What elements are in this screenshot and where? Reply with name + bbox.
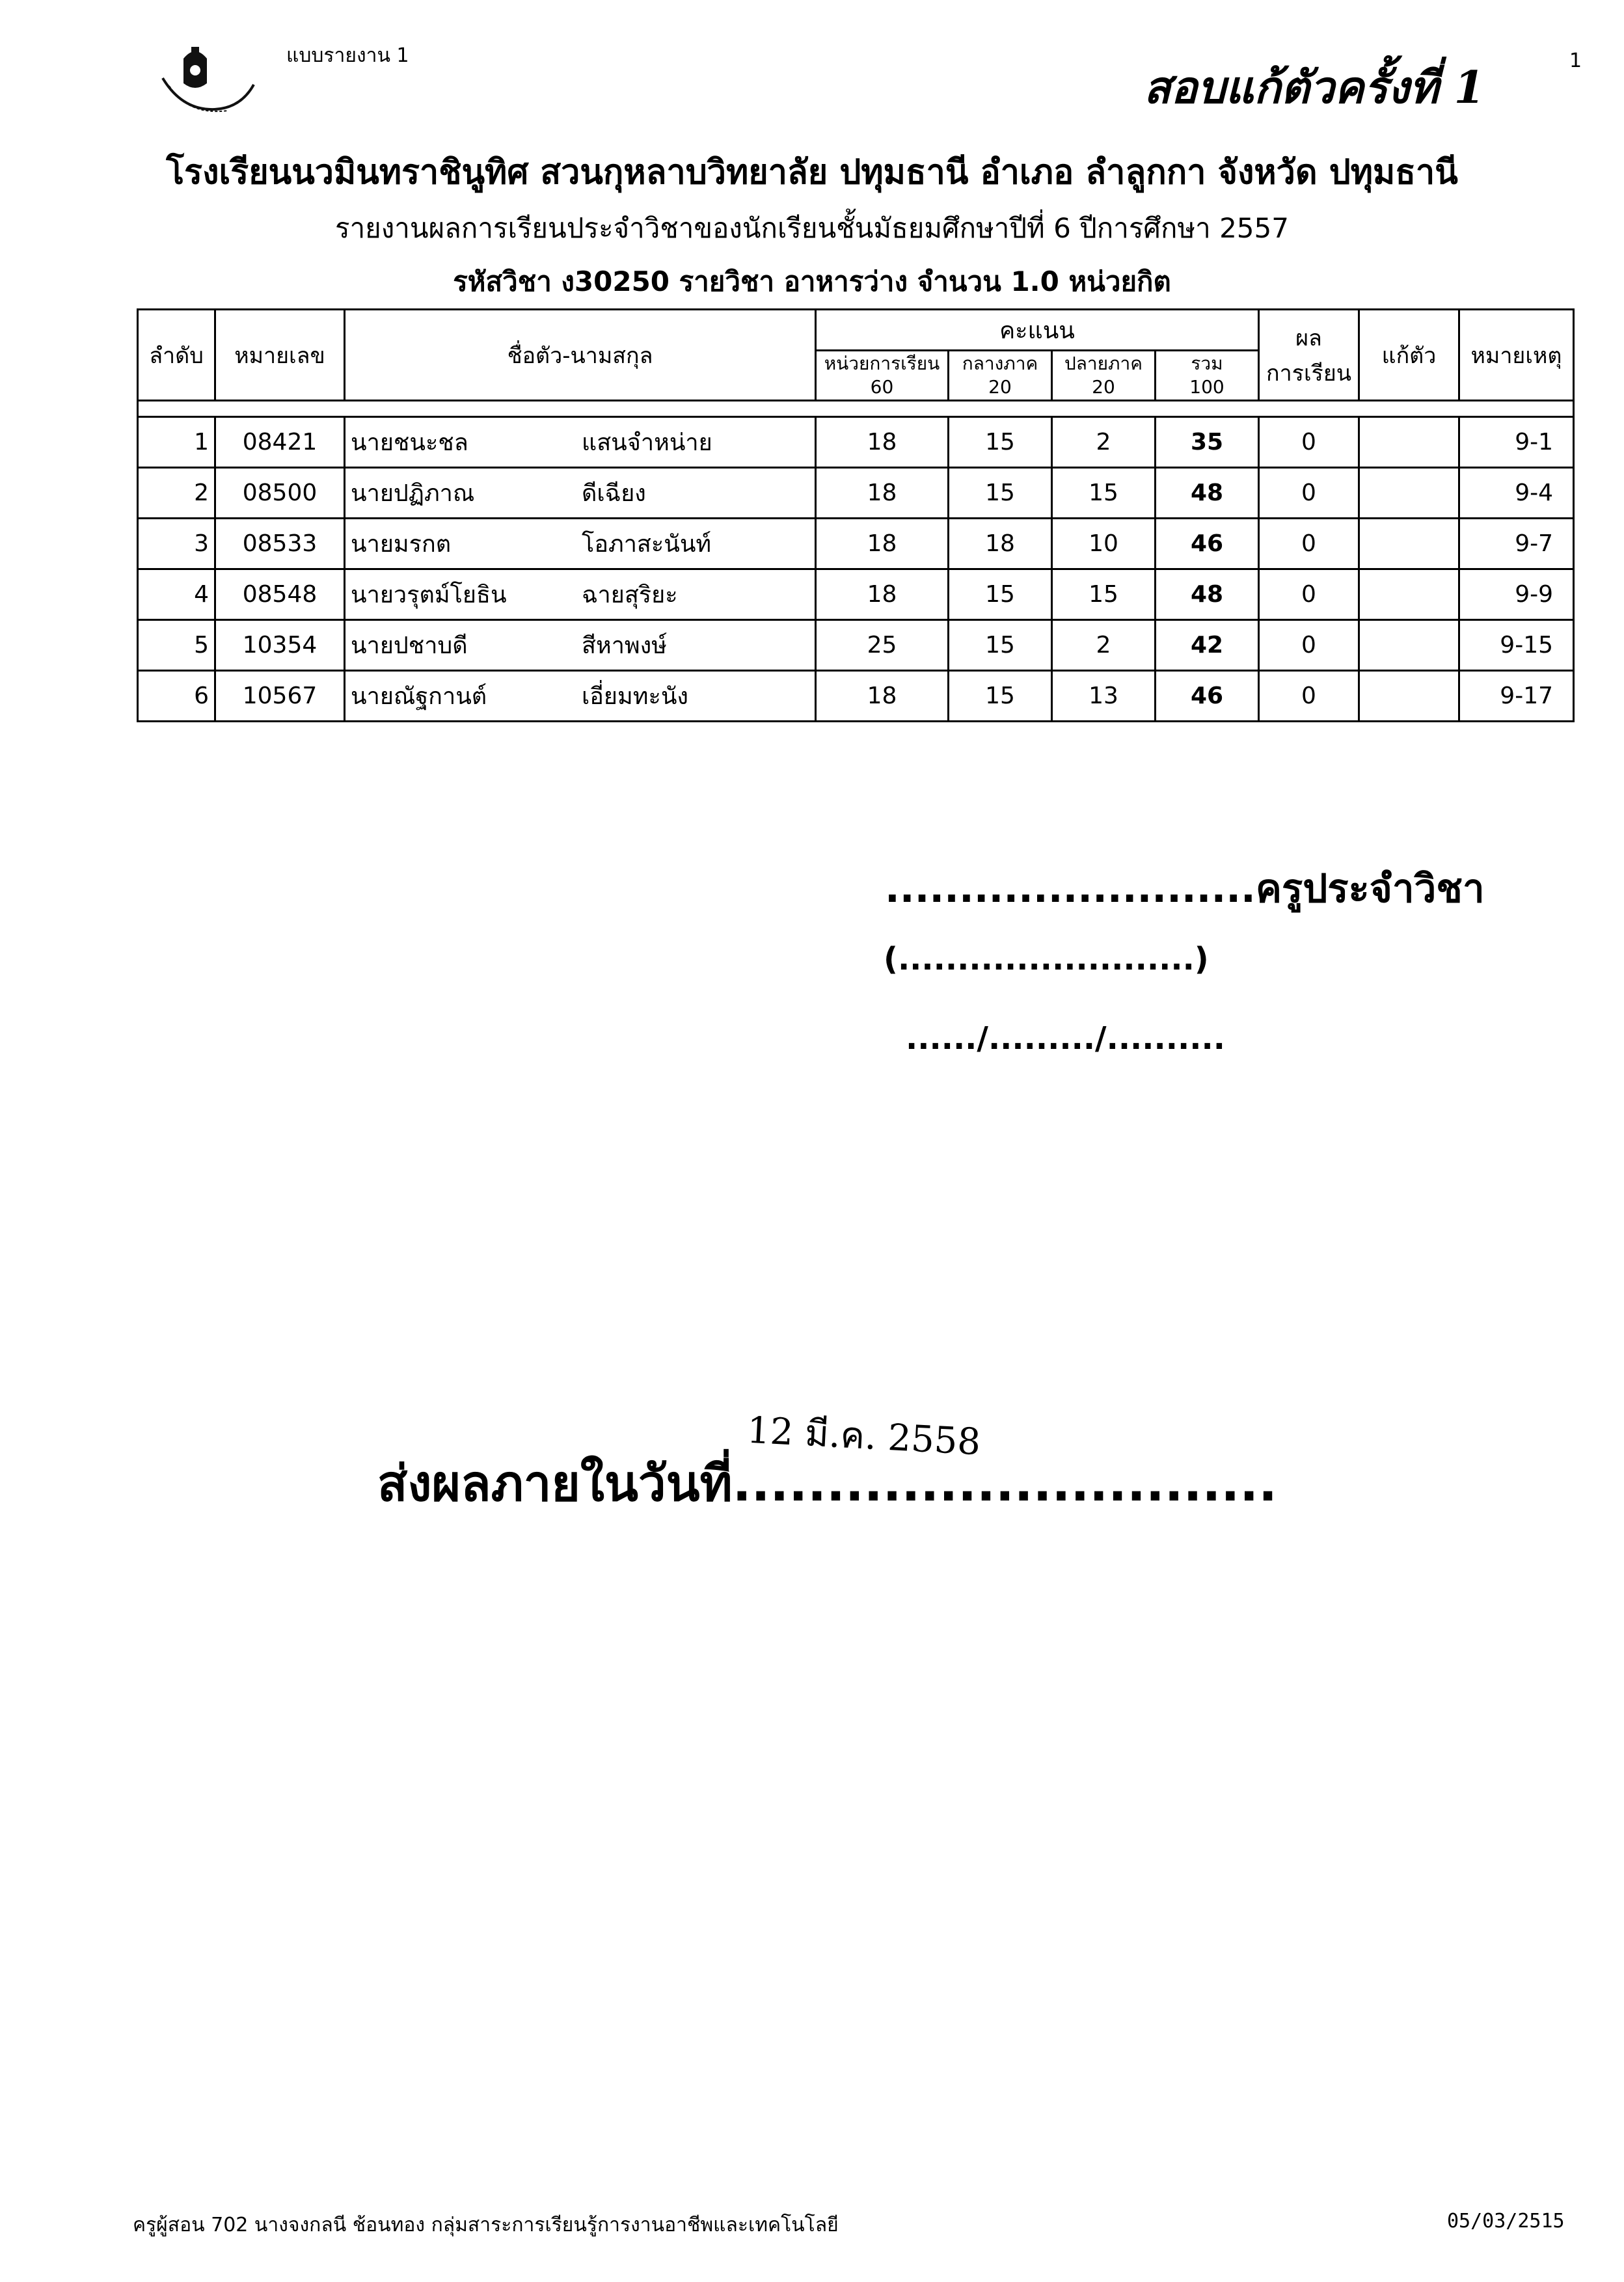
row-total-score: 46: [1156, 671, 1259, 722]
row-note: 9-15: [1459, 620, 1574, 671]
row-name: [345, 519, 816, 569]
school-emblem-logo: [143, 33, 286, 130]
row-index: 3: [138, 519, 215, 569]
header-learn-unit-max: 60: [870, 376, 894, 398]
header-gap: [138, 401, 1574, 417]
row-fix: [1359, 671, 1459, 722]
row-student-id: 08533: [215, 519, 345, 569]
row-total-score: 48: [1156, 569, 1259, 620]
row-result: 0: [1259, 620, 1359, 671]
row-note: 9-1: [1459, 417, 1574, 468]
table-row: [138, 620, 1574, 671]
table-row: [138, 417, 1574, 468]
footer-date: 05/03/2515: [1447, 2210, 1565, 2233]
row-midterm-score: 15: [949, 671, 1052, 722]
row-total-score: 46: [1156, 519, 1259, 569]
header-total-label: รวม: [1191, 353, 1223, 374]
row-midterm-score: 15: [949, 569, 1052, 620]
row-name: [345, 417, 816, 468]
row-final-score: 10: [1052, 519, 1156, 569]
row-note: 9-4: [1459, 468, 1574, 519]
row-fix: [1359, 569, 1459, 620]
row-first-name: นายณัฐกานต์: [351, 683, 487, 710]
course-info: รหัสวิชา ง30250 รายวิชา อาหารว่าง จำนวน 1.0 หน่วยกิต: [453, 265, 1171, 297]
row-last-name: สีหาพงษ์: [582, 632, 667, 659]
row-index: 6: [138, 671, 215, 722]
row-name: [345, 671, 816, 722]
row-final-score: 13: [1052, 671, 1156, 722]
row-learn-score: 18: [816, 417, 949, 468]
teacher-signature-line: .........................ครูประจำวิชา: [885, 866, 1485, 912]
header-result-line2: การเรียน: [1266, 360, 1351, 387]
row-first-name: นายปฏิภาณ: [351, 480, 475, 507]
row-midterm-score: 18: [949, 519, 1052, 569]
header-final: [1052, 351, 1156, 401]
row-final-score: 15: [1052, 468, 1156, 519]
report-title: รายงานผลการเรียนประจำวิชาของนักเรียนชั้นมัธยมศึกษาปีที่ 6 ปีการศึกษา 2557: [335, 212, 1289, 244]
row-learn-score: 18: [816, 569, 949, 620]
row-learn-score: 25: [816, 620, 949, 671]
table-row: [138, 671, 1574, 722]
table-row: [138, 569, 1574, 620]
row-last-name: โอภาสะนันท์: [582, 531, 712, 558]
header-note: หมายเหตุ: [1459, 310, 1574, 401]
row-learn-score: 18: [816, 519, 949, 569]
header-midterm: [949, 351, 1052, 401]
teacher-name-line: (.........................): [884, 941, 1209, 977]
row-final-score: 2: [1052, 417, 1156, 468]
row-final-score: 2: [1052, 620, 1156, 671]
row-index: 4: [138, 569, 215, 620]
header-index: ลำดับ: [138, 310, 215, 401]
grades-table: [137, 308, 1575, 722]
header-learn-unit: [816, 351, 949, 401]
row-student-id: 08548: [215, 569, 345, 620]
row-result: 0: [1259, 519, 1359, 569]
row-fix: [1359, 519, 1459, 569]
row-last-name: เอี่ยมทะนัง: [582, 683, 689, 710]
row-first-name: นายวรุตม์โยธิน: [351, 582, 507, 608]
header-final-label: ปลายภาค: [1064, 353, 1143, 374]
row-student-id: 10567: [215, 671, 345, 722]
row-student-id: 10354: [215, 620, 345, 671]
header-name: ชื่อตัว-นามสกุล: [345, 310, 816, 401]
exam-title: สอบแก้ตัวครั้งที่ 1: [1144, 62, 1485, 114]
handwritten-date: 12 มี.ค. 2558: [746, 1409, 982, 1464]
row-midterm-score: 15: [949, 468, 1052, 519]
row-result: 0: [1259, 468, 1359, 519]
form-label: แบบรายงาน 1: [286, 44, 409, 67]
row-index: 2: [138, 468, 215, 519]
row-final-score: 15: [1052, 569, 1156, 620]
row-name: [345, 468, 816, 519]
row-first-name: นายมรกต: [351, 531, 452, 558]
row-total-score: 35: [1156, 417, 1259, 468]
row-fix: [1359, 620, 1459, 671]
header-student-id: หมายเลข: [215, 310, 345, 401]
row-name: [345, 569, 816, 620]
header-scores: คะแนน: [816, 310, 1259, 351]
row-index: 5: [138, 620, 215, 671]
row-learn-score: 18: [816, 468, 949, 519]
row-note: 9-17: [1459, 671, 1574, 722]
row-first-name: นายปชาบดี: [351, 632, 468, 659]
row-result: 0: [1259, 671, 1359, 722]
footer-teacher-info: ครูผู้สอน 702 นางจงกลนี ช้อนทอง กลุ่มสาระการเรียนรู้การงานอาชีพและเทคโนโลยี: [133, 2214, 839, 2236]
header-total-max: 100: [1189, 376, 1225, 398]
row-last-name: ดีเฉียง: [582, 480, 646, 507]
row-last-name: แสนจำหน่าย: [582, 429, 712, 456]
row-midterm-score: 15: [949, 620, 1052, 671]
row-fix: [1359, 417, 1459, 468]
header-result-line1: ผล: [1295, 325, 1322, 351]
header-fix: แก้ตัว: [1359, 310, 1459, 401]
school-name: โรงเรียนนวมินทราชินูทิศ สวนกุหลาบวิทยาลัย ปทุมธานี อำเภอ ลำลูกกา จังหวัด ปทุมธานี: [166, 153, 1458, 192]
header-total: [1156, 351, 1259, 401]
row-index: 1: [138, 417, 215, 468]
table-row: [138, 468, 1574, 519]
signature-date-line: ....../........./..........: [906, 1020, 1225, 1057]
page-number: 1: [1569, 49, 1582, 72]
row-total-score: 42: [1156, 620, 1259, 671]
row-result: 0: [1259, 417, 1359, 468]
row-result: 0: [1259, 569, 1359, 620]
header-midterm-label: กลางภาค: [962, 353, 1038, 374]
table-row: [138, 519, 1574, 569]
header-final-max: 20: [1092, 376, 1115, 398]
row-student-id: 08421: [215, 417, 345, 468]
header-learn-unit-label: หน่วยการเรียน: [824, 353, 940, 374]
row-note: 9-7: [1459, 519, 1574, 569]
row-student-id: 08500: [215, 468, 345, 519]
row-first-name: นายชนะชล: [351, 429, 468, 456]
row-midterm-score: 15: [949, 417, 1052, 468]
row-name: [345, 620, 816, 671]
header-result: [1259, 310, 1359, 401]
row-fix: [1359, 468, 1459, 519]
row-learn-score: 18: [816, 671, 949, 722]
row-total-score: 48: [1156, 468, 1259, 519]
row-last-name: ฉายสุริยะ: [582, 582, 678, 608]
submission-deadline: ส่งผลภายในวันที่.............................: [377, 1454, 1277, 1512]
row-note: 9-9: [1459, 569, 1574, 620]
header-midterm-max: 20: [988, 376, 1012, 398]
